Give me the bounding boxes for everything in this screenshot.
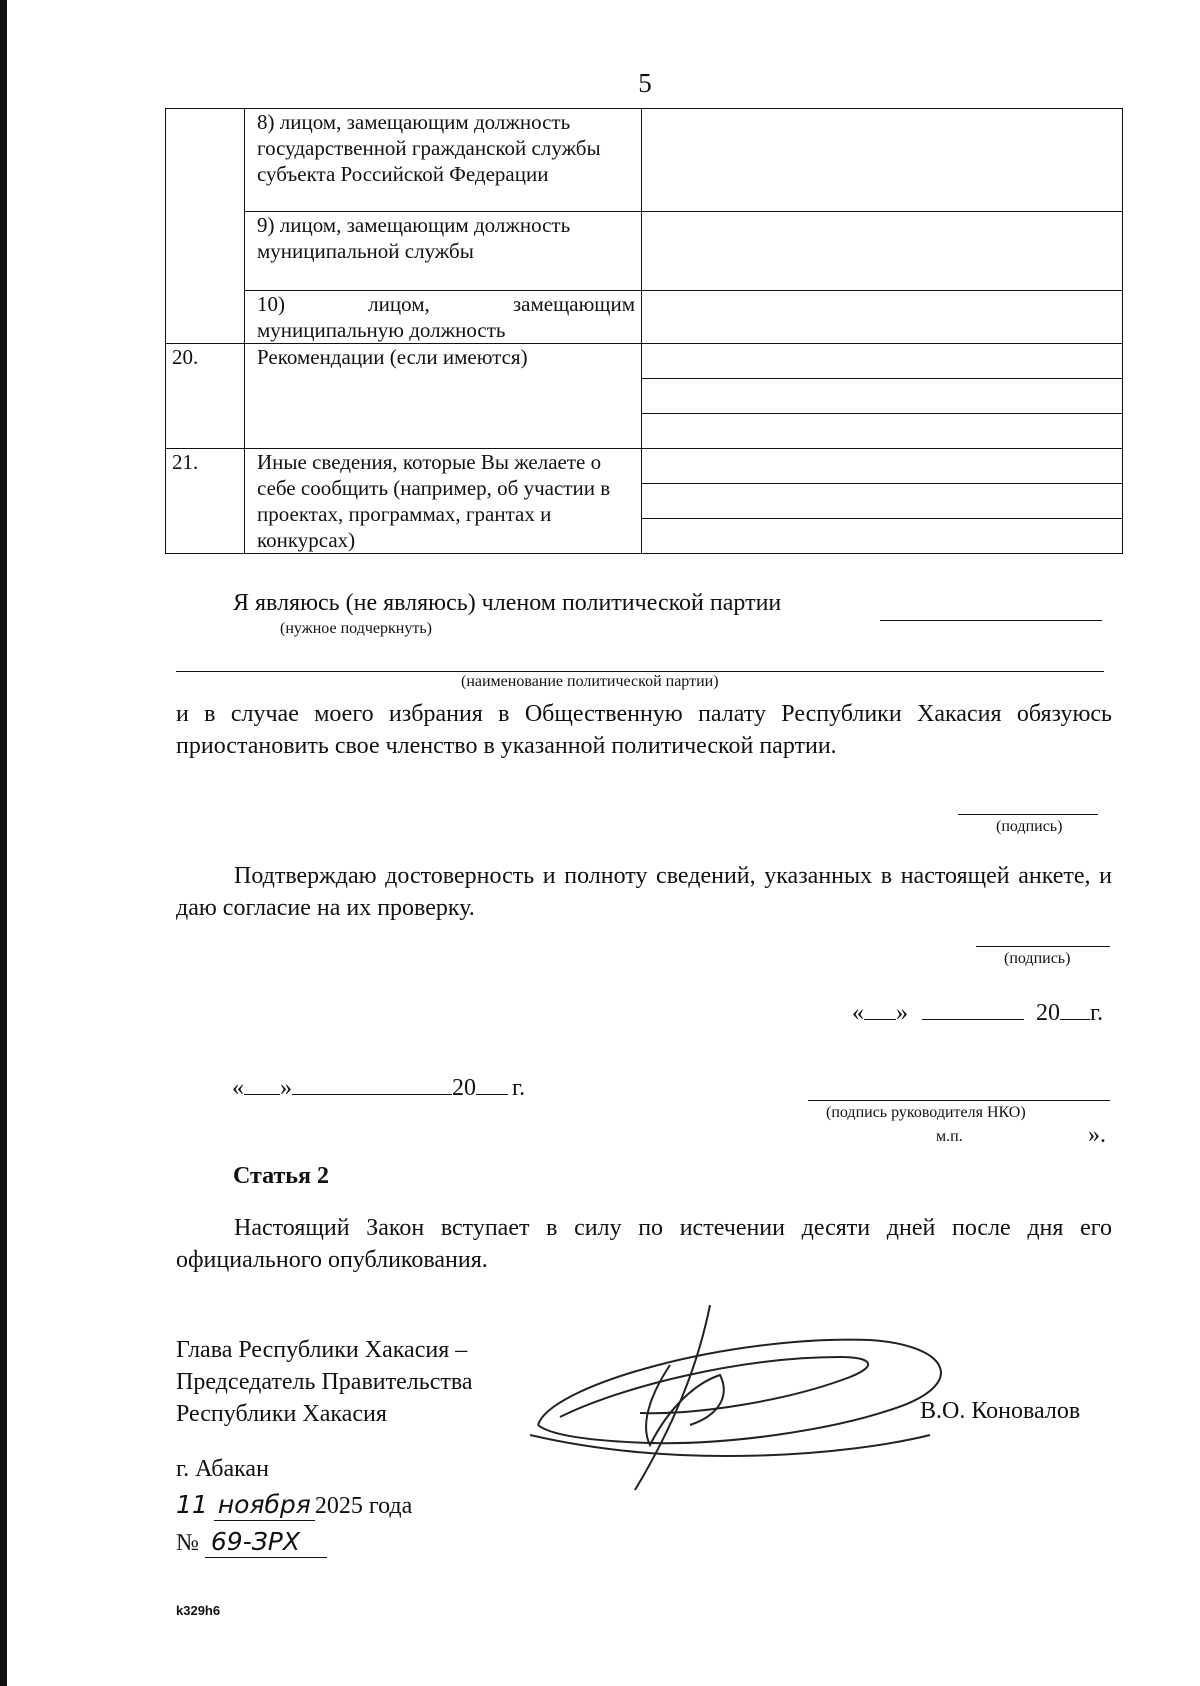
article-text <box>176 1212 1112 1276</box>
table-row <box>166 109 1123 212</box>
signature-line <box>958 814 1098 815</box>
article-sentence: Настоящий Закон вступает в силу по истечении десяти дней после дня его официального опубликования. <box>176 1215 1112 1273</box>
page-number: 5 <box>638 68 652 98</box>
number-handwritten: 69-ЗРХ <box>210 1527 300 1556</box>
row10-word: 10) <box>257 292 285 316</box>
table-cell-answer <box>642 449 1123 554</box>
hint-underline: (нужное подчеркнуть) <box>280 620 432 637</box>
date-right <box>852 1000 1103 1027</box>
closing-quote: ». <box>1088 1122 1106 1148</box>
stamp-place: м.п. <box>936 1128 963 1145</box>
row10-word: лицом, <box>368 292 430 316</box>
party-name-line <box>176 671 1104 672</box>
date-year: 20 <box>452 1075 476 1101</box>
party-obligation: и в случае моего избрания в Общественную палату Республики Хакасия обязуюсь приостановить свое членство в указанной политической партии. <box>176 701 1112 759</box>
date-month-handwritten: ноября <box>217 1490 311 1519</box>
date-suffix: г. <box>512 1075 526 1101</box>
scan-edge <box>0 0 7 1686</box>
quote-open: « <box>232 1075 244 1101</box>
signature-hint: (подпись) <box>996 818 1063 835</box>
date-year-suffix: 2025 года <box>314 1493 413 1519</box>
confirmation-text <box>176 860 1112 924</box>
position-line: Председатель Правительства <box>176 1369 473 1395</box>
nko-sign-hint: (подпись руководителя НКО) <box>826 1104 1026 1121</box>
law-number <box>176 1527 327 1558</box>
position-line: Республики Хакасия <box>176 1401 387 1427</box>
signature-line <box>976 946 1110 947</box>
table-row <box>166 344 1123 449</box>
nko-signature-line <box>808 1100 1110 1101</box>
table-cell-label: 8) лицом, замещающим должность государственной гражданской службы субъекта Российской Федерации <box>245 109 642 212</box>
quote-close: » <box>896 1000 908 1026</box>
table-row <box>166 291 1123 344</box>
table-cell-answer <box>642 109 1123 212</box>
table-row <box>166 212 1123 291</box>
party-statement: Я являюсь (не являюсь) членом политической партии <box>233 590 782 616</box>
table-cell-answer <box>642 291 1123 344</box>
signatory-position <box>176 1334 473 1430</box>
table-cell-num <box>166 109 245 344</box>
table-cell-num: 21. <box>166 449 245 554</box>
row10-end: муниципальную должность <box>257 318 506 342</box>
table-cell-answer <box>642 344 1123 449</box>
table-row <box>166 449 1123 554</box>
date-left <box>232 1075 525 1102</box>
date-year: 20 <box>1036 1000 1060 1026</box>
position-line: Глава Республики Хакасия – <box>176 1337 468 1363</box>
questionnaire-table <box>165 108 1123 554</box>
table-cell-answer <box>642 212 1123 291</box>
number-prefix: № <box>176 1530 199 1556</box>
party-blank-line <box>880 620 1102 621</box>
table-cell-label: Рекомендации (если имеются) <box>245 344 642 449</box>
place: г. Абакан <box>176 1456 269 1482</box>
date-day-handwritten: 11 <box>176 1490 208 1519</box>
signature-scribble <box>530 1295 970 1495</box>
signature-hint: (подпись) <box>1004 950 1071 967</box>
hint-party-name: (наименование политической партии) <box>461 673 719 690</box>
table-cell-label: 9) лицом, замещающим должность муниципальной службы <box>245 212 642 291</box>
table-cell-num: 20. <box>166 344 245 449</box>
quote-close: » <box>280 1075 292 1101</box>
doc-code: k329h6 <box>176 1603 221 1618</box>
table-cell-label: Иные сведения, которые Вы желаете о себе сообщить (например, об участии в проектах, программах, грантах и конкурсах) <box>245 449 642 554</box>
article-title: Статья 2 <box>233 1163 329 1189</box>
signing-date <box>176 1490 412 1521</box>
confirmation-sentence: Подтверждаю достоверность и полноту сведений, указанных в настоящей анкете, и даю согласие на их проверку. <box>176 863 1112 921</box>
row10-word: замещающим <box>512 292 635 316</box>
signatory-name: В.О. Коновалов <box>920 1398 1081 1424</box>
date-suffix: г. <box>1090 1000 1104 1026</box>
table-cell-label <box>245 291 642 344</box>
quote-open: « <box>852 1000 864 1026</box>
